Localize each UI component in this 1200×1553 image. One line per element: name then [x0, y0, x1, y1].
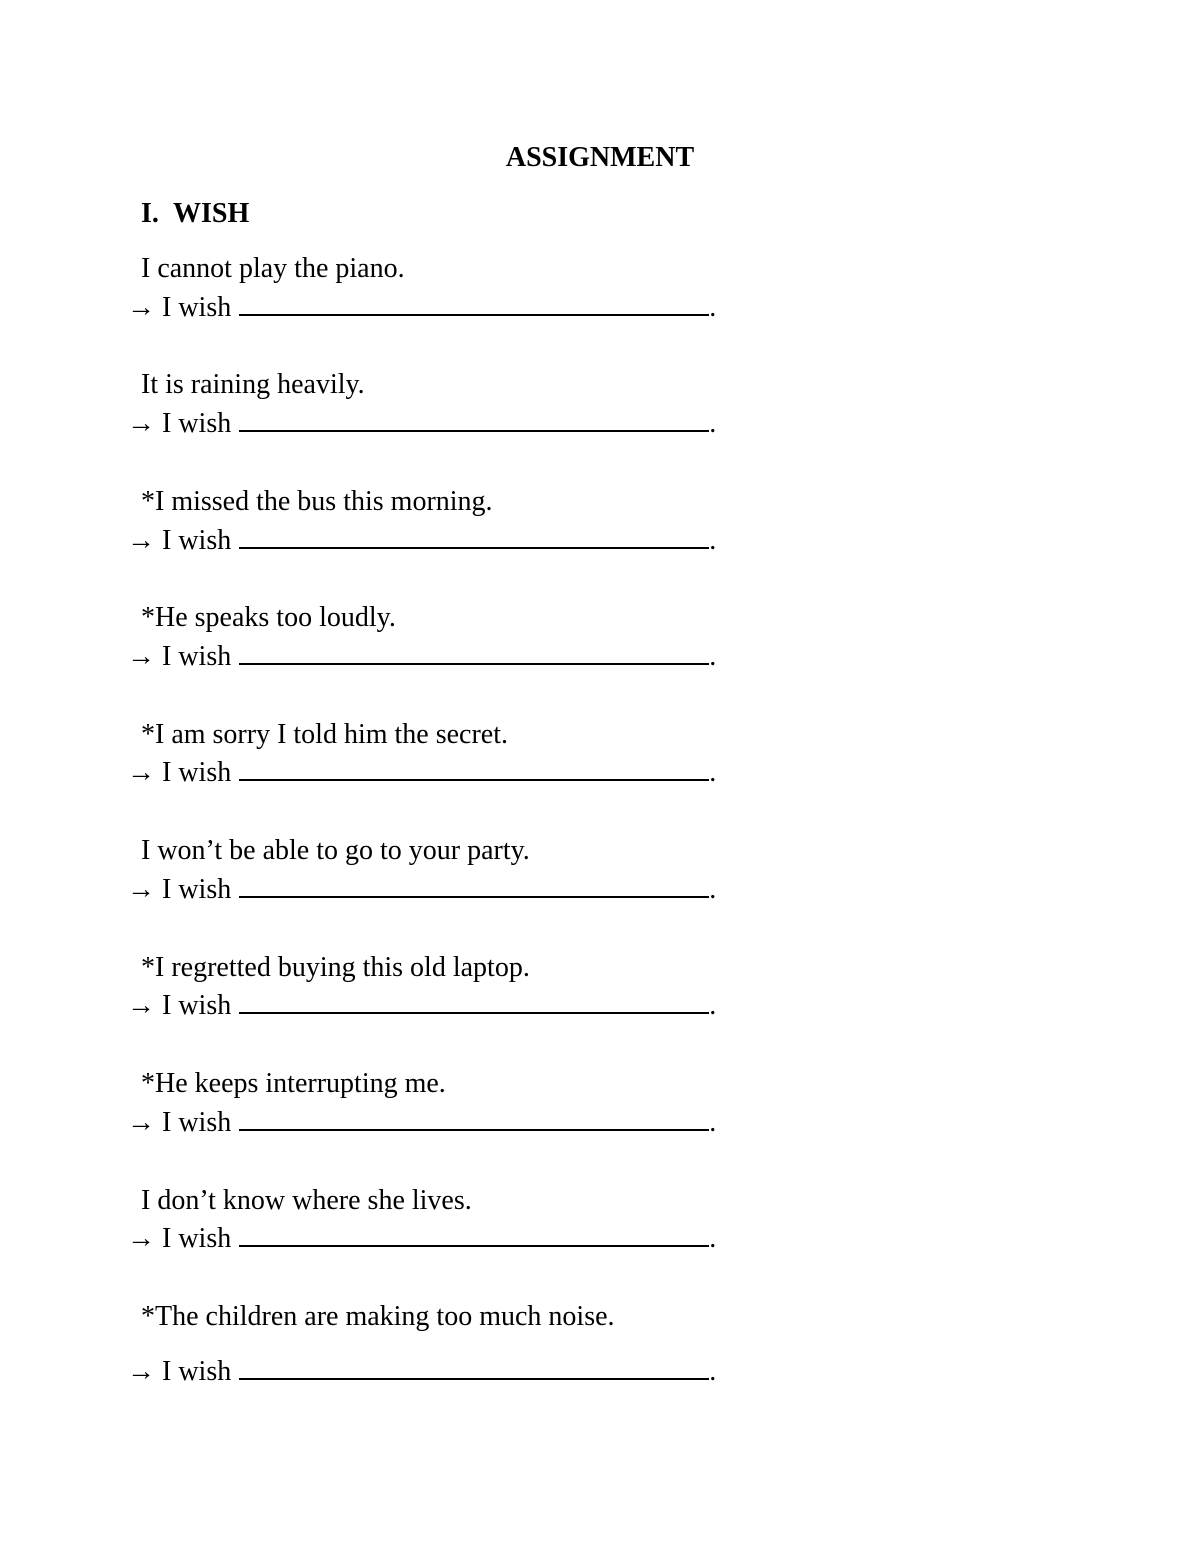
answer-period: .: [709, 757, 717, 788]
answer-period: .: [709, 641, 717, 672]
answer-prefix: → I wish: [127, 408, 232, 439]
answer-blank[interactable]: [239, 1107, 709, 1131]
answer-line[interactable]: [127, 988, 716, 1024]
answer-prefix: → I wish: [127, 1107, 232, 1138]
answer-period: .: [709, 292, 717, 323]
question-text: *I am sorry I told him the secret.: [141, 719, 509, 750]
answer-prefix: → I wish: [127, 874, 232, 905]
answer-period: .: [709, 408, 717, 439]
answer-prefix: → I wish: [127, 525, 232, 556]
question-text: *I regretted buying this old laptop.: [141, 952, 530, 983]
answer-blank[interactable]: [239, 1223, 709, 1247]
answer-line[interactable]: [127, 639, 716, 675]
section-number: I.: [141, 198, 159, 229]
answer-line[interactable]: [127, 406, 716, 442]
answer-period: .: [709, 525, 717, 556]
question-text: *He keeps interrupting me.: [141, 1068, 446, 1099]
answer-line[interactable]: [127, 290, 716, 326]
answer-period: .: [709, 1356, 717, 1387]
answer-prefix: → I wish: [127, 757, 232, 788]
answer-blank[interactable]: [239, 408, 709, 432]
answer-period: .: [709, 874, 717, 905]
answer-blank[interactable]: [239, 757, 709, 781]
question-text: I don’t know where she lives.: [141, 1185, 472, 1216]
answer-prefix: → I wish: [127, 1223, 232, 1254]
section-heading: [141, 196, 249, 232]
page-title: ASSIGNMENT: [505, 142, 695, 173]
question-text: *He speaks too loudly.: [141, 602, 396, 633]
answer-prefix: → I wish: [127, 1356, 232, 1387]
answer-period: .: [709, 1223, 717, 1254]
answer-blank[interactable]: [239, 874, 709, 898]
question-text: I won’t be able to go to your party.: [141, 835, 530, 866]
answer-blank[interactable]: [239, 292, 709, 316]
answer-prefix: → I wish: [127, 990, 232, 1021]
section-label: WISH: [173, 198, 250, 229]
answer-line[interactable]: [127, 523, 716, 559]
answer-blank[interactable]: [239, 525, 709, 549]
answer-line[interactable]: [127, 1221, 716, 1257]
answer-line[interactable]: [127, 755, 716, 791]
answer-period: .: [709, 990, 717, 1021]
answer-blank[interactable]: [239, 990, 709, 1014]
answer-blank[interactable]: [239, 641, 709, 665]
answer-line[interactable]: [127, 1105, 716, 1141]
question-text: *I missed the bus this morning.: [141, 486, 493, 517]
answer-line[interactable]: [127, 872, 716, 908]
answer-prefix: → I wish: [127, 292, 232, 323]
question-text: I cannot play the piano.: [141, 253, 405, 284]
question-text: It is raining heavily.: [141, 369, 365, 400]
question-text: *The children are making too much noise.: [141, 1301, 615, 1332]
answer-blank[interactable]: [239, 1356, 709, 1380]
answer-line[interactable]: [127, 1354, 716, 1390]
answer-period: .: [709, 1107, 717, 1138]
answer-prefix: → I wish: [127, 641, 232, 672]
